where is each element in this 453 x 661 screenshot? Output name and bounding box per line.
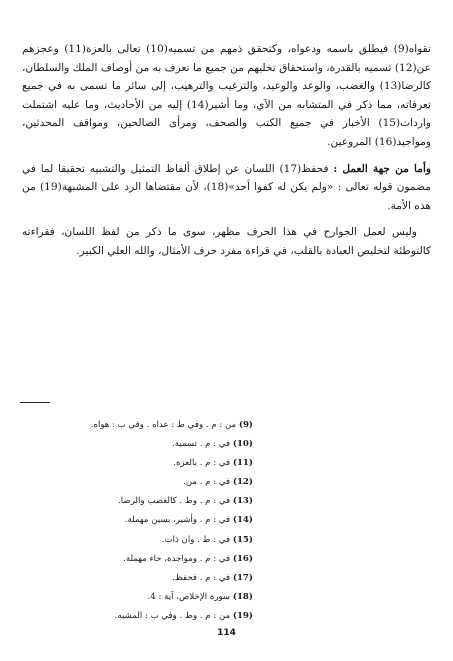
- footnote-number: (12): [232, 477, 253, 488]
- footnote: [20, 492, 253, 511]
- footnote: [20, 607, 253, 626]
- footnote-text: في : م . من.: [183, 477, 231, 488]
- footnote-number: (17): [232, 572, 253, 583]
- footnote-number: (13): [232, 496, 253, 507]
- footnote: [20, 454, 253, 473]
- footnote-number: (19): [232, 610, 253, 621]
- main-text: [22, 40, 431, 269]
- footnote-number: (11): [232, 458, 253, 469]
- footnote-number: (14): [232, 515, 253, 526]
- footnote: [20, 550, 253, 569]
- footnote: [20, 531, 253, 550]
- footnote-text: في : م . فحفظ.: [172, 572, 231, 583]
- page-number: 114: [217, 628, 236, 638]
- paragraph-3: [22, 223, 431, 260]
- footnote-text: من : م . وفي ط : عداه . وفي ب : هواه.: [90, 420, 237, 430]
- footnote: [20, 435, 253, 454]
- footnote-text: في : م . وأشير، بسين مهملة.: [124, 515, 231, 526]
- footnote: [20, 473, 253, 492]
- footnote-number: (16): [232, 553, 253, 564]
- paragraph-lead: وأما من جهة العمل :: [333, 162, 431, 175]
- footnote: [20, 416, 253, 435]
- footnote-text: في : م . ومواجدة، حاء مهملة.: [123, 553, 231, 564]
- footnote-text: في : م . تسمية.: [172, 439, 231, 450]
- footnote-number: (10): [232, 439, 253, 450]
- paragraph-1: [22, 40, 431, 152]
- footnote-text: من : م . وط . وفي ب : المشبه.: [114, 610, 231, 621]
- paragraph-text: فحفظ(17) اللسان عن إطلاق ألفاظ التمثيل والتشبيه تحقيقا لما في مضمون قوله تعالى : «ولم يكن له كفوا أحد»(18)، لأن مقتضاها الرد على المشبهة(19) من هذه الأمة.: [22, 162, 432, 212]
- footnote-number: (18): [232, 591, 253, 602]
- footnote: [20, 569, 253, 588]
- footnote: [20, 511, 253, 530]
- footnote-text: في : ط . وان ذات.: [161, 534, 231, 545]
- footnote-text: سورة الإخلاص، آية : 4.: [147, 591, 231, 602]
- footnote-number: (9): [238, 420, 253, 430]
- paragraph-2: [22, 160, 431, 216]
- footnote-text: في : م . وط . كالغضب والرضا.: [118, 496, 231, 507]
- paragraph-text: وليس لعمل الجوارح في هذا الحرف مظهر، سوى ما ذكر من لفظ اللسان، فقراءته كالتوطئة لتخليص العبادة بالقلب، في قراءة مفرد حرف الأمثال، والله العلي الكبير.: [22, 226, 431, 257]
- footnotes: [20, 416, 253, 626]
- footnote-text: في : م . بالعزة.: [173, 458, 231, 469]
- footnote-divider: [20, 402, 50, 403]
- footnote-number: (15): [232, 534, 253, 545]
- footnote: [20, 588, 253, 607]
- paragraph-text: تقواه(9) فيطلق باسمه ودعواه، وكتحقق ذمهم من تسميه(10) تعالى بالعزة(11) وعجزهم عن(12) تسميه بالقدرة، واستحقاق تخليهم من جميع ما تعرف به من أوصاف الملك والسلطان، كالرضا(13) والغضب، والوعد والوعيد، والترغيب والترهيب، إلى سائر ما تسمى به في جميع تعرفاته، مما ذكر في المتشابه من الآي، وما أشير(14) إليه من الأحاديث، وما عليه اشتملت واردات(15) الأخبار في جميع الكتب والصحف، ومرأى الصالحين، ومواقف المحدثين، ومواجيد(16) المروعين.: [22, 43, 431, 148]
